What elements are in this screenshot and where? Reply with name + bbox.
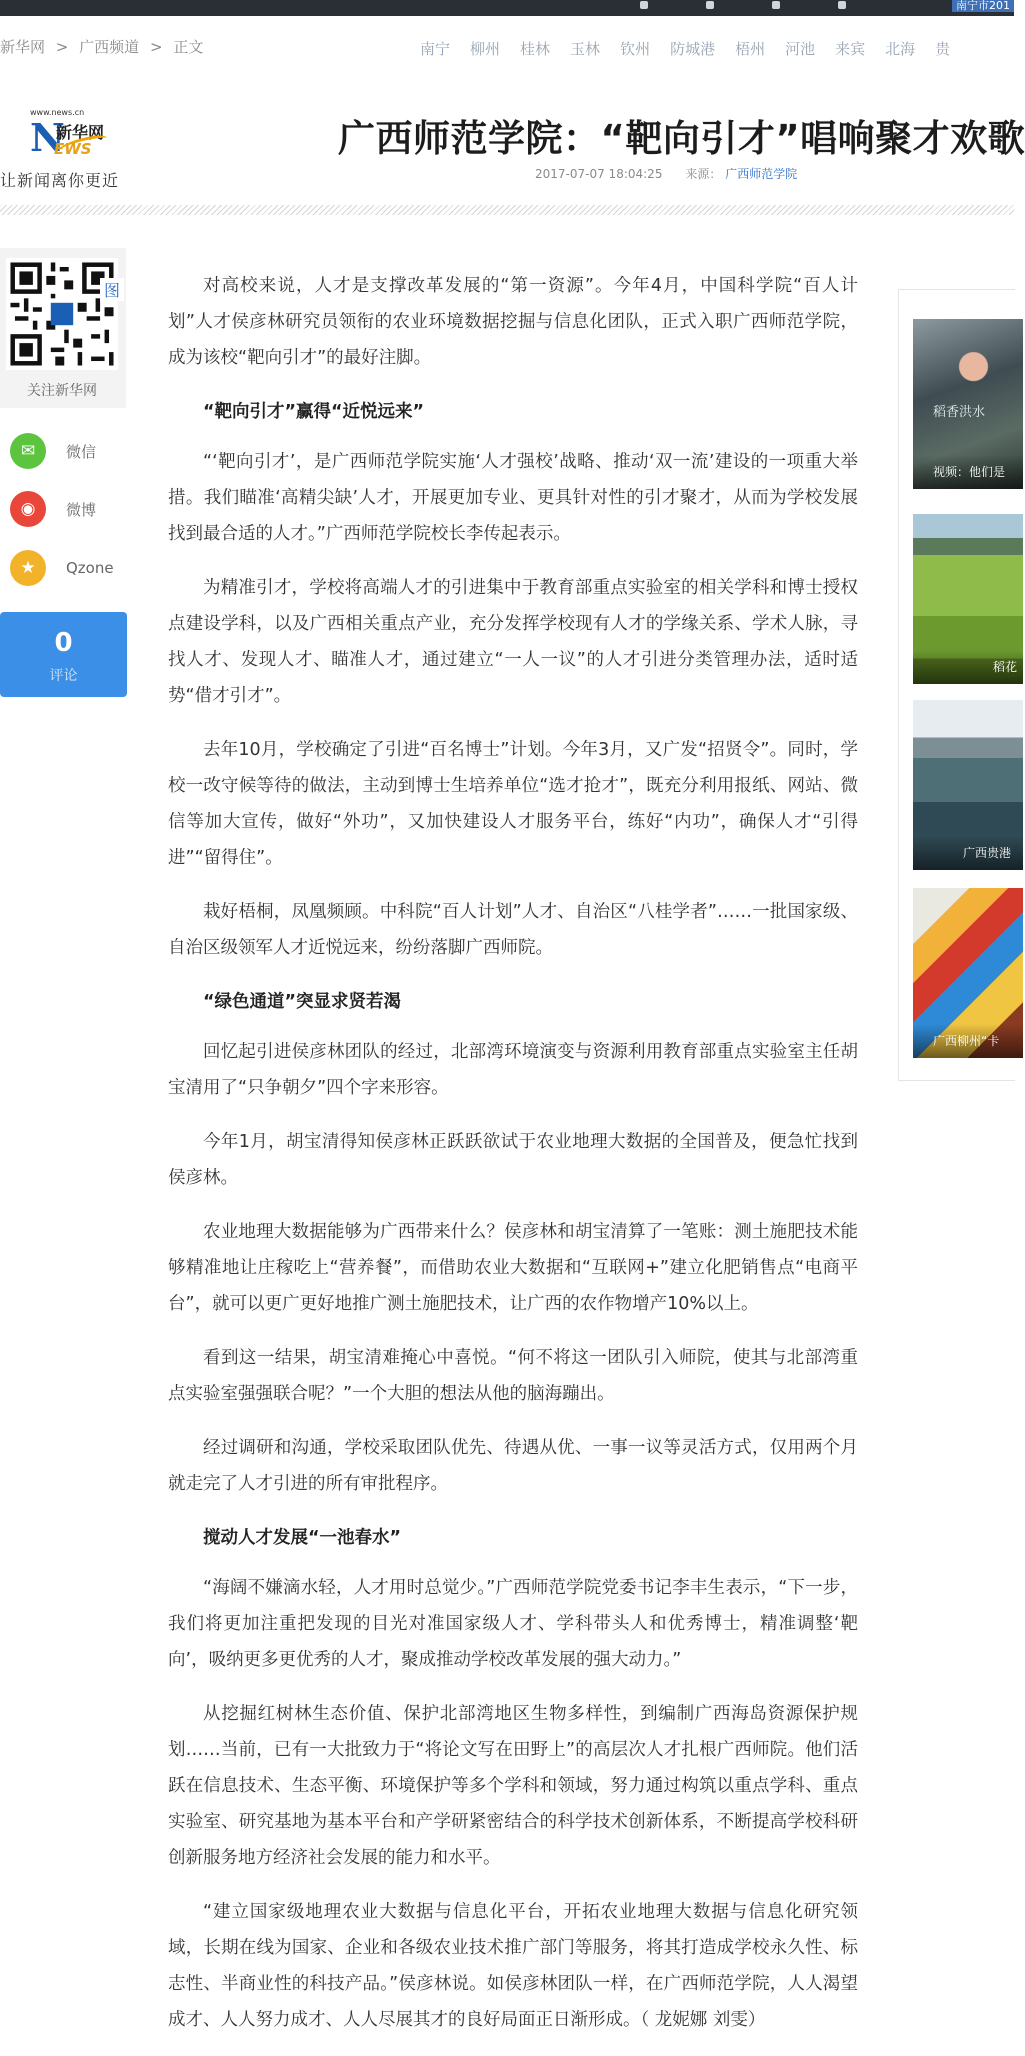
city-link-fangchenggang[interactable]: 防城港 — [670, 40, 716, 58]
breadcrumb-current: 正文 — [173, 38, 204, 56]
city-nav — [420, 38, 950, 59]
share-wechat[interactable] — [10, 433, 96, 469]
share-weibo[interactable] — [10, 491, 96, 527]
paragraph: 栽好梧桐，凤凰频顾。中科院“百人计划”人才、自治区“八桂学者”……一批国家级、自治区级领军人才近悦远来，纷纷落脚广西师院。 — [168, 902, 858, 958]
logo-n: N — [30, 115, 65, 160]
xinhuanet-logo[interactable] — [0, 100, 135, 195]
share-qzone[interactable] — [10, 550, 114, 586]
menu-icon[interactable] — [838, 1, 846, 9]
logo-url: www.news.cn — [30, 108, 85, 117]
subheading: 搅动人才发展“一池春水” — [203, 1528, 402, 1548]
qr-label: 关注新华网 — [27, 383, 97, 399]
breadcrumb-separator: > — [149, 38, 163, 56]
breadcrumb-home-link[interactable]: 新华网 — [0, 38, 46, 56]
top-bar-icons — [640, 0, 846, 16]
subheading: “绿色通道”突显求贤若渴 — [203, 992, 402, 1012]
city-link-yulin[interactable]: 玉林 — [570, 40, 601, 58]
weibo-icon: ◉ — [10, 491, 46, 527]
city-link-beihai[interactable]: 北海 — [885, 40, 916, 58]
qr-code — [6, 258, 118, 370]
paragraph: 去年10月，学校确定了引进“百名博士”计划。今年3月，又广发“招贤令”。同时，学校一改守候等待的做法，主动到博士生培养单位“选才抢才”，既充分利用报纸、网站、微信等加大宣传，做好“外功”，又加快建设人才服务平台，练好“内功”，确保人才“引得进”“留得住”。 — [168, 740, 858, 868]
paragraph: 看到这一结果，胡宝清难掩心中喜悦。“何不将这一团队引入师院，使其与北部湾重点实验室强强联合呢？”一个大胆的想法从他的脑海蹦出。 — [168, 1348, 858, 1404]
city-link-gui[interactable]: 贵 — [935, 40, 951, 58]
paragraph: 回忆起引进侯彦林团队的经过，北部湾环境演变与资源利用教育部重点实验室主任胡宝清用了“只争朝夕”四个字来形容。 — [168, 1042, 858, 1098]
subheading: “靶向引才”赢得“近悦远来” — [203, 402, 425, 422]
paragraph: 经过调研和沟通，学校采取团队优先、待遇从优、一事一议等灵活方式，仅用两个月就走完了人才引进的所有审批程序。 — [168, 1438, 858, 1494]
top-bar — [0, 0, 1014, 16]
city-link-guilin[interactable]: 桂林 — [520, 40, 551, 58]
paragraph: 对高校来说，人才是支撑改革发展的“第一资源”。今年4月，中国科学院“百人计划”人才侯彦林研究员领衔的农业环境数据挖掘与信息化团队，正式入职广西师范学院，成为该校“靶向引才”的最好注脚。 — [168, 276, 858, 368]
article-source-label: 来源： — [685, 167, 722, 181]
comment-label: 评论 — [49, 668, 78, 684]
share-wechat-label: 微信 — [66, 442, 97, 461]
breadcrumb — [0, 36, 209, 57]
city-link-liuzhou[interactable]: 柳州 — [470, 40, 501, 58]
header-divider — [0, 205, 1014, 215]
photo-caption: 视频：他们是 — [913, 455, 1023, 489]
paragraph: “海阔不嫌滴水轻，人才用时总觉少。”广西师范学院党委书记李丰生表示，“下一步，我们将更加注重把发现的目光对准国家级人才、学科带头人和优秀博士，精准调整‘靶向’，吸纳更多更优秀的人才，聚成推动学校改革发展的强大动力。” — [168, 1578, 858, 1670]
paragraph: 为精准引才，学校将高端人才的引进集中于教育部重点实验室的相关学科和博士授权点建设学科，以及广西相关重点产业，充分发挥学校现有人才的学缘关系、学术人脉，寻找人才、发现人才、瞄准人才，通过建立“一人一议”的人才引进分类管理办法，适时适势“借才引才”。 — [168, 578, 858, 706]
city-link-qinzhou[interactable]: 钦州 — [620, 40, 651, 58]
logo-ews: EWS — [54, 140, 92, 158]
share-qzone-label: Qzone — [66, 559, 114, 577]
user-icon[interactable] — [640, 1, 648, 9]
city-link-hechi[interactable]: 河池 — [785, 40, 816, 58]
comment-button[interactable] — [0, 612, 127, 697]
city-link-laibin[interactable]: 来宾 — [835, 40, 866, 58]
photo-item[interactable] — [913, 888, 1023, 1058]
comment-count: 0 — [54, 628, 73, 658]
photo-caption: 广西柳州“卡 — [913, 1024, 1023, 1058]
paragraph: “建立国家级地理农业大数据与信息化平台，开拓农业地理大数据与信息化研究领域，长期在线为国家、企业和各级农业技术推广部门等服务，将其打造成学校永久性、标志性、半商业性的科技产品。”侯彦林说。如侯彦林团队一样，在广西师范学院，人人渴望成才、人人努力成才、人人尽展其才的良好局面正日渐形成。（ 龙妮娜 刘雯） — [168, 1902, 858, 2030]
photo-caption: 广西贵港 — [913, 836, 1023, 870]
article-datetime: 2017-07-07 18:04:25 — [535, 167, 663, 181]
article-source-link[interactable]: 广西师范学院 — [725, 167, 798, 181]
article-meta — [535, 165, 797, 182]
paragraph: 农业地理大数据能够为广西带来什么？侯彦林和胡宝清算了一笔账：测土施肥技术能够精准地让庄稼吃上“营养餐”，而借助农业大数据和“互联网+”建立化肥销售点“电商平台”，就可以更广更好地推广测土施肥技术，让广西的农作物增产10%以上。 — [168, 1222, 858, 1314]
paragraph: 从挖掘红树林生态价值、保护北部湾地区生物多样性，到编制广西海岛资源保护规划……当前，已有一大批致力于“将论文写在田野上”的高层次人才扎根广西师院。他们活跃在信息技术、生态平衡、环境保护等多个学科和领域，努力通过构筑以重点学科、重点实验室、研究基地为基本平台和产学研紧密结合的科学技术创新体系，不断提高学校科研创新服务地方经济社会发展的能力和水平。 — [168, 1704, 858, 1868]
mobile-icon[interactable] — [706, 1, 714, 9]
photo-overlay-text: 稻香洪水 — [933, 405, 986, 420]
wechat-icon: ✉ — [10, 433, 46, 469]
photo-sidebar-title[interactable]: 图 — [100, 278, 124, 301]
city-link-nanning[interactable]: 南宁 — [420, 40, 451, 58]
breadcrumb-separator: > — [55, 38, 69, 56]
app-icon[interactable] — [772, 1, 780, 9]
city-link-wuzhou[interactable]: 梧州 — [735, 40, 766, 58]
location-weather: 南宁市201 — [952, 0, 1014, 12]
photo-item[interactable] — [913, 319, 1023, 489]
photo-sidebar — [898, 289, 1018, 1081]
qzone-icon: ★ — [10, 550, 46, 586]
photo-item[interactable] — [913, 700, 1023, 870]
photo-caption: 稻花 — [913, 650, 1023, 684]
share-weibo-label: 微博 — [66, 500, 97, 519]
article-title: 广西师范学院：“靶向引才”唱响聚才欢歌 — [338, 117, 1025, 160]
photo-item[interactable] — [913, 514, 1023, 684]
article-body — [168, 268, 858, 2056]
paragraph: “‘靶向引才’，是广西师范学院实施‘人才强校’战略、推动‘双一流’建设的一项重大举措。我们瞄准‘高精尖缺’人才，开展更加专业、更具针对性的引才聚才，从而为学校发展找到最合适的人才。”广西师范学院校长李传起表示。 — [168, 452, 858, 544]
qr-code-graphic — [6, 258, 118, 370]
logo-brand-cn: 新华网 — [56, 123, 105, 142]
breadcrumb-channel-link[interactable]: 广西频道 — [79, 38, 140, 56]
logo-slogan: 让新闻离你更近 — [0, 171, 120, 190]
paragraph: 今年1月，胡宝清得知侯彦林正跃跃欲试于农业地理大数据的全国普及，便急忙找到侯彦林。 — [168, 1132, 858, 1188]
qr-panel — [0, 248, 126, 408]
